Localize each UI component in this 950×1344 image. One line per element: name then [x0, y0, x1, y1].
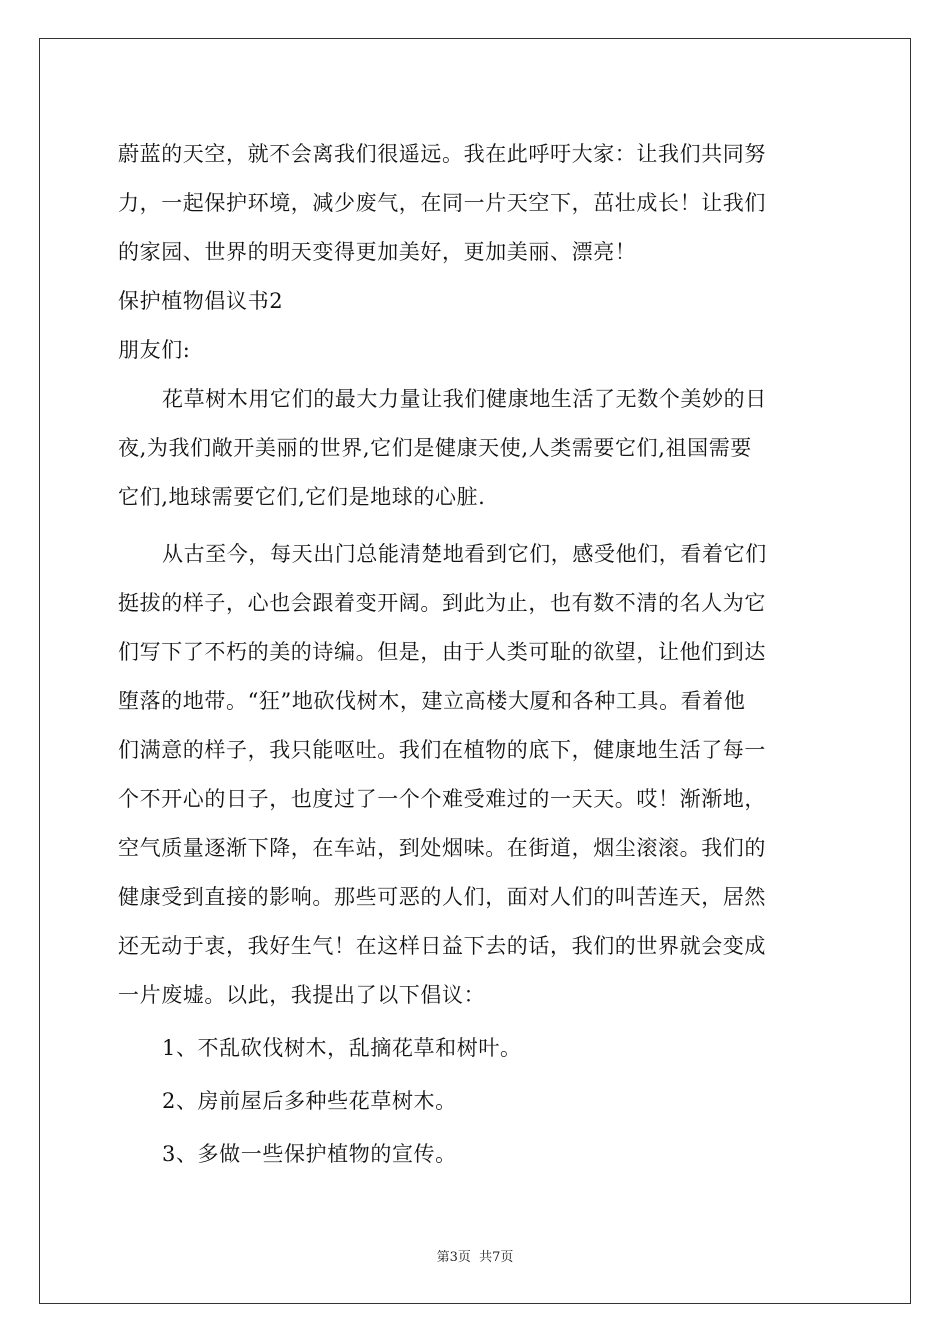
text-line: 力，一起保护环境，减少废气，在同一片天空下，茁壮成长！让我们: [118, 191, 766, 215]
text-line: 一片废墟。以此，我提出了以下倡议：: [118, 983, 486, 1007]
continuation-paragraph: [118, 130, 834, 277]
text-line: 空气质量逐渐下降，在车站，到处烟味。在街道，烟尘滚滚。我们的: [118, 836, 766, 860]
list-item: 3、多做一些保护植物的宣传。: [162, 1142, 457, 1166]
text-line: 堕落的地带。“狂”地砍伐树木，建立高楼大厦和各种工具。看着他: [118, 689, 746, 713]
total-pages: 共7页: [479, 1250, 514, 1265]
text-line: 的家园、世界的明天变得更加美好，更加美丽、漂亮！: [118, 240, 637, 264]
text-line: 挺拔的样子，心也会跟着变开阔。到此为止，也有数不清的名人为它: [118, 591, 766, 615]
text-line: 们写下了不朽的美的诗编。但是，由于人类可耻的欲望，让他们到达: [118, 640, 766, 664]
section-title: 保护植物倡议书2: [118, 289, 284, 313]
text-line: 们满意的样子，我只能呕吐。我们在植物的底下，健康地生活了每一: [118, 738, 766, 762]
text-line: 还无动于衷，我好生气！在这样日益下去的话，我们的世界就会变成: [118, 934, 766, 958]
proposal-list: [118, 1024, 834, 1179]
text-line: 夜,为我们敞开美丽的世界,它们是健康天使,人类需要它们,祖国需要: [118, 436, 752, 460]
text-line: 它们,地球需要它们,它们是地球的心脏.: [118, 485, 486, 509]
text-line: 蔚蓝的天空，就不会离我们很遥远。我在此呼吁大家：让我们共同努: [118, 142, 766, 166]
text-line: 花草树木用它们的最大力量让我们健康地生活了无数个美妙的日: [162, 387, 767, 411]
text-line: 个不开心的日子，也度过了一个个难受难过的一天天。哎！渐渐地，: [118, 787, 766, 811]
document-body: [118, 130, 834, 1179]
text-line: 健康受到直接的影响。那些可恶的人们，面对人们的叫苦连天，居然: [118, 885, 766, 909]
list-item: 1、不乱砍伐树木，乱摘花草和树叶。: [162, 1036, 522, 1060]
text-line: 从古至今，每天出门总能清楚地看到它们，感受他们，看着它们: [162, 542, 767, 566]
paragraph-1: [118, 375, 834, 522]
list-item: 2、房前屋后多种些花草树木。: [162, 1089, 457, 1113]
paragraph-2: [118, 530, 834, 1020]
page-number: 第3页: [436, 1250, 471, 1265]
page-footer: [0, 1246, 950, 1265]
salutation: 朋友们:: [118, 338, 191, 362]
